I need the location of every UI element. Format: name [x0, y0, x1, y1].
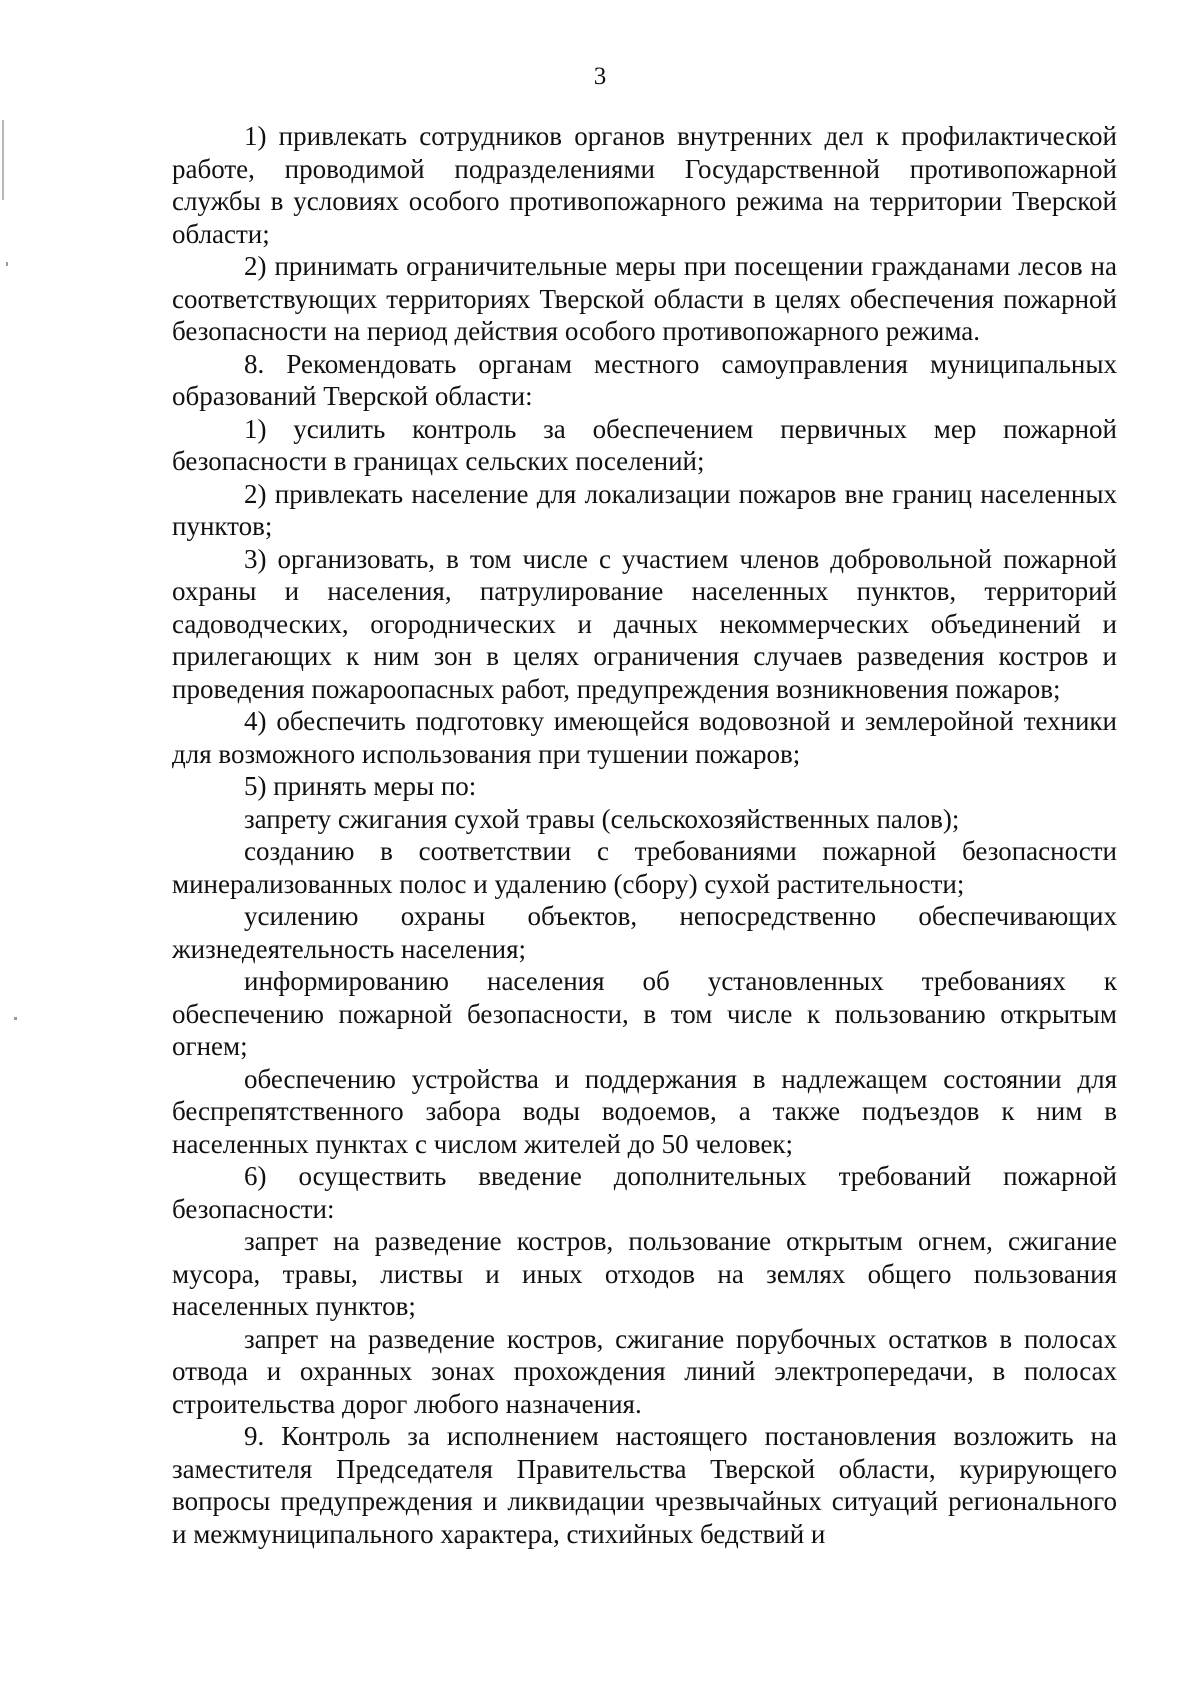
document-body	[172, 120, 1117, 1550]
paragraph-item-2-forest-restrictions: 2) принимать ограничительные меры при посещении гражданами лесов на соответствующих территориях Тверской области в целях обеспечения пожарной безопасности на период действия особого противопожарного режима.	[172, 251, 1117, 346]
paragraph-item-2-population: 2) привлекать население для локализации пожаров вне границ населенных пунктов;	[172, 478, 1117, 541]
paragraph-item-3-patrol: 3) организовать, в том числе с участием членов добровольной пожарной охраны и населения, патрулирование населенных пунктов, территорий садоводческих, огороднических и дачных некоммерческих объединений и прилегающих к ним зон в целях ограничения случаев разведения костров и проведения пожароопасных работ, предупреждения возникновения пожаров;	[172, 543, 1117, 704]
paragraph-item-6-requirements: 6) осуществить введение дополнительных требований пожарной безопасности:	[172, 1161, 1117, 1224]
paragraph-item-4-equipment: 4) обеспечить подготовку имеющейся водовозной и землеройной техники для возможного использования при тушении пожаров;	[172, 706, 1117, 769]
paragraph-measure-informing: информированию населения об установленных требованиях к обеспечению пожарной безопасности, в том числе к пользованию открытым огнем;	[172, 966, 1117, 1061]
page-number: 3	[593, 63, 607, 90]
paragraph-measure-water: обеспечению устройства и поддержания в надлежащем состоянии для беспрепятственного забора воды водоемов, а также подъездов к ним в населенных пунктах с числом жителей до 50 человек;	[172, 1063, 1117, 1159]
paragraph-item-5-measures: 5) принять меры по:	[244, 771, 477, 801]
paragraph-item-1-control: 1) усилить контроль за обеспечением первичных мер пожарной безопасности в границах сельских поселений;	[172, 413, 1117, 476]
scan-edge-mark	[6, 262, 8, 266]
paragraph-ban-power-lines: запрет на разведение костров, сжигание порубочных остатков в полосах отвода и охранных зонах прохождения линий электропередачи, в полосах строительства дорог любого назначения.	[172, 1323, 1117, 1419]
paragraph-clause-8: 8. Рекомендовать органам местного самоуправления муниципальных образований Тверской области:	[172, 348, 1117, 411]
paragraph-measure-strips: созданию в соответствии с требованиями пожарной безопасности минерализованных полос и удалению (сбору) сухой растительности;	[172, 836, 1117, 899]
paragraph-item-1-police: 1) привлекать сотрудников органов внутренних дел к профилактической работе, проводимой подразделениями Государственной противопожарной службы в условиях особого противопожарного режима на территории Тверской области;	[172, 121, 1117, 249]
paragraph-measure-protection: усилению охраны объектов, непосредственно обеспечивающих жизнедеятельность населения;	[172, 901, 1117, 964]
scan-edge-mark	[2, 120, 4, 200]
paragraph-measure-grass: запрету сжигания сухой травы (сельскохозяйственных палов);	[244, 803, 960, 834]
paragraph-clause-9: 9. Контроль за исполнением настоящего постановления возложить на заместителя Председателя Правительства Тверской области, курирующего вопросы предупреждения и ликвидации чрезвычайных ситуаций регионального и межмуниципального характера, стихийных бедствий и	[172, 1421, 1117, 1549]
paragraph-ban-fires: запрет на разведение костров, пользование открытым огнем, сжигание мусора, травы, листвы и иных отходов на землях общего пользования населенных пунктов;	[172, 1226, 1117, 1321]
scan-edge-mark	[14, 1017, 17, 1020]
